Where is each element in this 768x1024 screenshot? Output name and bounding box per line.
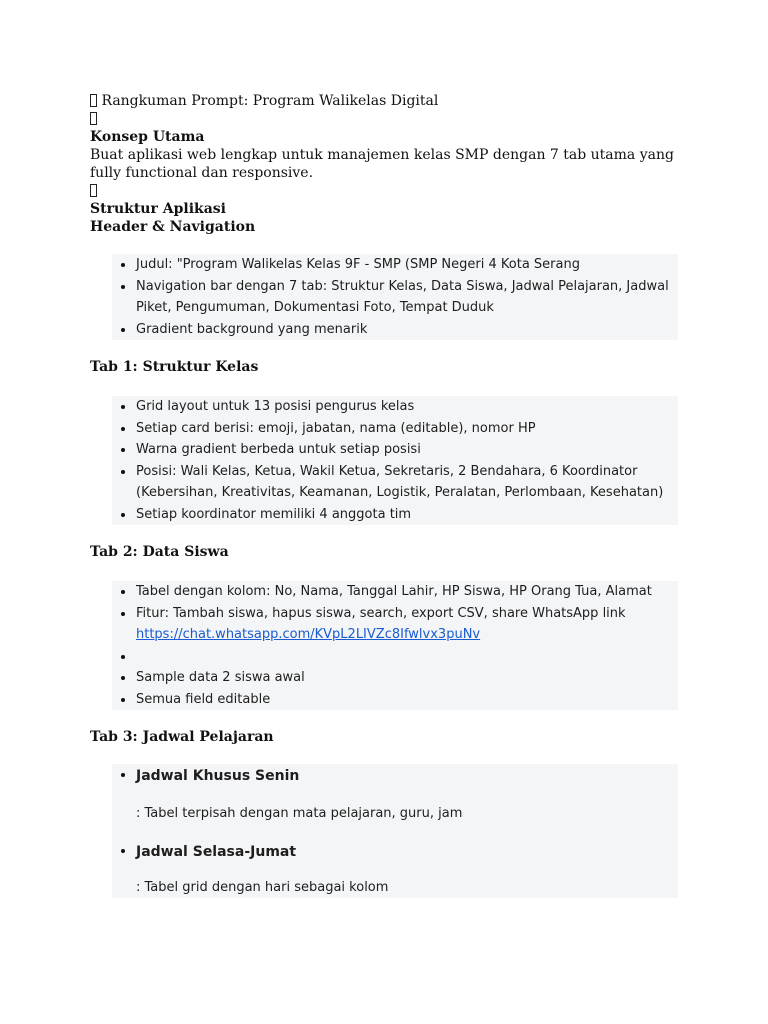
tab1-heading: Tab 1: Struktur Kelas <box>90 359 259 375</box>
list-item: Warna gradient berbeda untuk setiap posisi <box>136 439 678 461</box>
list-item: Setiap koordinator memiliki 4 anggota tim <box>136 504 678 526</box>
list-item: Setiap card berisi: emoji, jabatan, nama (editable), nomor HP <box>136 418 678 440</box>
list-item-text: Fitur: Tambah siswa, hapus siswa, search, export CSV, share WhatsApp link <box>136 605 626 621</box>
document-title-line <box>90 92 678 110</box>
struktur-list <box>112 254 678 340</box>
missing-glyph-icon <box>90 112 97 125</box>
list-item: Judul: "Program Walikelas Kelas 9F - SMP (SMP Negeri 4 Kota Serang <box>136 254 678 276</box>
list-item-selasa: Jadwal Selasa-Jumat <box>136 840 678 864</box>
list-item <box>136 603 678 646</box>
list-item: Tabel dengan kolom: No, Nama, Tanggal Lahir, HP Siswa, HP Orang Tua, Alamat <box>136 581 678 603</box>
missing-glyph-icon <box>90 184 97 197</box>
list-item: Navigation bar dengan 7 tab: Struktur Kelas, Data Siswa, Jadwal Pelajaran, Jadwal Piket, Pengumuman, Dokumentasi Foto, Tempat Duduk <box>136 276 678 319</box>
document-title: Rangkuman Prompt: Program Walikelas Digital <box>101 93 439 109</box>
struktur-list-block <box>112 254 678 340</box>
tab1-list-block <box>112 396 678 525</box>
tab1-list <box>112 396 678 525</box>
tab3-list-block <box>112 764 678 824</box>
list-item: Gradient background yang menarik <box>136 319 678 341</box>
konsep-heading: Konsep Utama <box>90 129 205 145</box>
tab2-heading: Tab 2: Data Siswa <box>90 544 229 560</box>
tab3-heading: Tab 3: Jadwal Pelajaran <box>90 729 274 745</box>
glyph-line <box>90 182 678 200</box>
senin-description: : Tabel terpisah dengan mata pelajaran, guru, jam <box>136 806 463 821</box>
list-item: Posisi: Wali Kelas, Ketua, Wakil Ketua, Sekretaris, 2 Bendahara, 6 Koordinator (Kebersihan, Kreativitas, Keamanan, Logistik, Peralatan, Perlombaan, Kesehatan) <box>136 461 678 504</box>
document <box>90 92 678 898</box>
struktur-heading: Struktur Aplikasi <box>90 201 226 217</box>
missing-glyph-icon <box>90 94 97 107</box>
konsep-text: Buat aplikasi web lengkap untuk manajemen kelas SMP dengan 7 tab utama yang fully functional dan responsive. <box>90 147 674 181</box>
header-navigation-heading: Header & Navigation <box>90 219 256 235</box>
list-item: Sample data 2 siswa awal <box>136 667 678 689</box>
list-item: Semua field editable <box>136 689 678 711</box>
list-item: Grid layout untuk 13 posisi pengurus kelas <box>136 396 678 418</box>
tab3-list-2 <box>112 840 678 864</box>
tab2-list <box>112 581 678 710</box>
tab3-list-block-2 <box>112 824 678 898</box>
selasa-description: : Tabel grid dengan hari sebagai kolom <box>136 880 389 895</box>
whatsapp-link[interactable]: https://chat.whatsapp.com/KVpL2LIVZc8Ifwlvx3puNv <box>136 627 481 642</box>
list-item-senin: Jadwal Khusus Senin <box>136 764 678 788</box>
list-item-empty <box>136 646 678 668</box>
tab2-list-block <box>112 581 678 710</box>
glyph-line <box>90 110 678 128</box>
tab3-list <box>112 764 678 788</box>
